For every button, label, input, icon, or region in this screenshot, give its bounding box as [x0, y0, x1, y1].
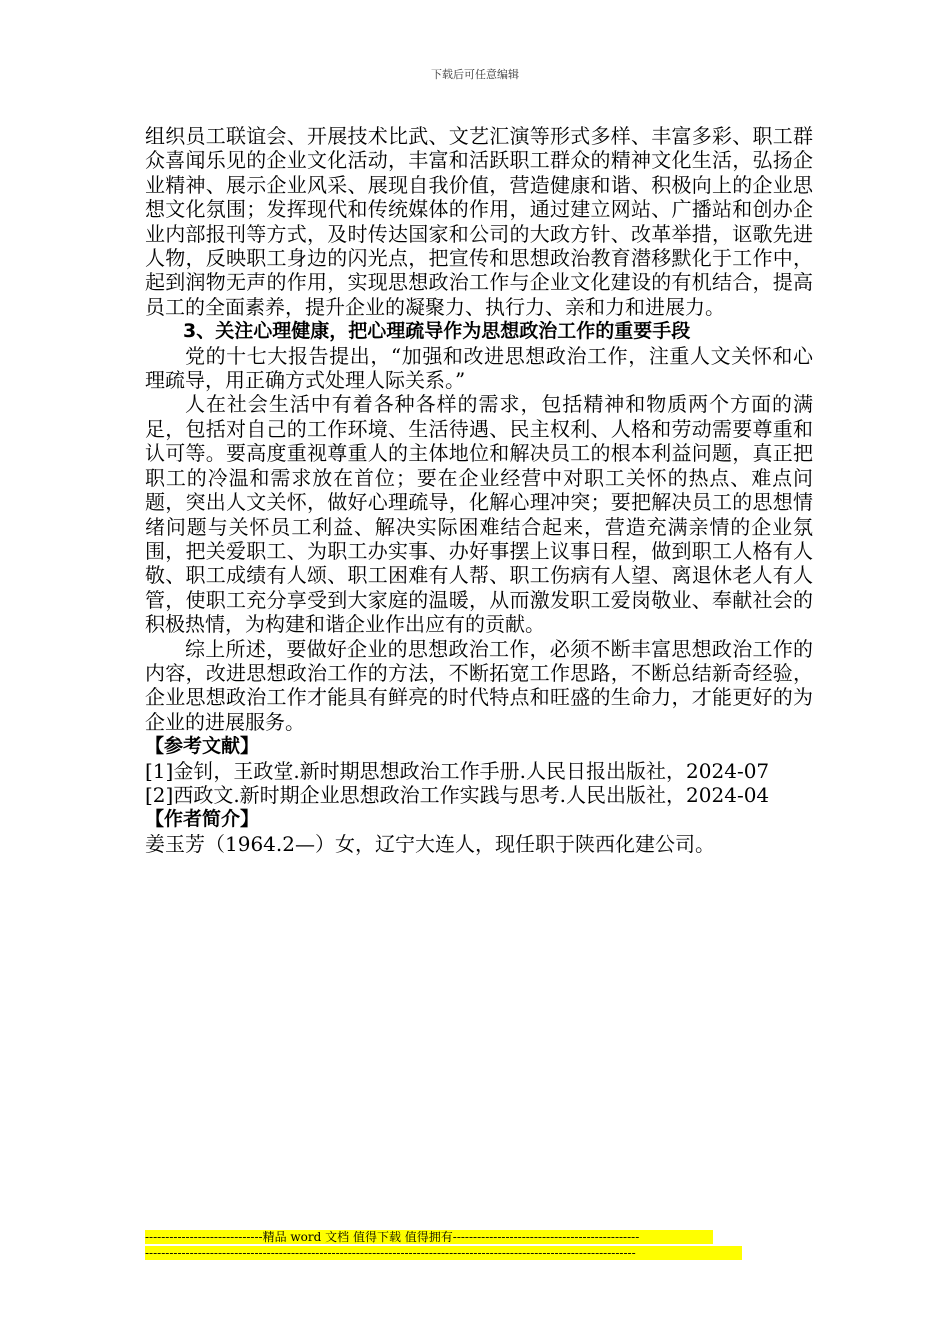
- page-header-note: 下载后可任意编辑: [431, 68, 519, 81]
- author-heading: 【作者简介】: [145, 808, 260, 831]
- references-heading: 【参考文献】: [145, 735, 260, 758]
- reference-item-1: [1]金钊，王政堂.新时期思想政治工作手册.人民日报出版社，2024-07: [145, 758, 770, 783]
- footer-watermark-line-2: -------------------------------------------------------------------------------------------------------------------------: [145, 1246, 742, 1260]
- document-body: [145, 124, 813, 856]
- footer-watermark-line-1: -----------------------------精品 word 文档 值得下载 值得拥有----------------------------------------------: [145, 1230, 713, 1244]
- paragraph-employee-needs: 人在社会生活中有着各种各样的需求，包括精神和物质两个方面的满足，包括对自己的工作环境、生活待遇、民主权利、人格和劳动需要尊重和认可等。要高度重视尊重人的主体地位和解决员工的根本利益问题，真正把职工的冷温和需求放在首位；要在企业经营中对职工关怀的热点、难点问题，突出人文关怀，做好心理疏导，化解心理冲突；要把解决员工的思想情绪问题与关怀员工利益、解决实际困难结合起来，营造充满亲情的企业氛围，把关爱职工、为职工办实事、办好事摆上议事日程，做到职工人格有人敬、职工成绩有人颂、职工困难有人帮、职工伤病有人望、离退休老人有人管，使职工充分享受到大家庭的温暖，从而激发职工爱岗敬业、奉献社会的积极热情，为构建和谐企业作出应有的贡献。: [145, 392, 813, 637]
- paragraph-conclusion: 综上所述，要做好企业的思想政治工作，必须不断丰富思想政治工作的内容，改进思想政治工作的方法，不断拓宽工作思路，不断总结新奇经验，企业思想政治工作才能具有鲜亮的时代特点和旺盛的生命力，才能更好的为企业的进展服务。: [145, 636, 813, 734]
- reference-item-2: [2]西政文.新时期企业思想政治工作实践与思考.人民出版社，2024-04: [145, 782, 770, 807]
- paragraph-party-report: 党的十七大报告提出，“加强和改进思想政治工作，注重人文关怀和心理疏导，用正确方式处理人际关系。”: [145, 343, 813, 393]
- author-bio: 姜玉芳（1964.2—）女，辽宁大连人，现任职于陕西化建公司。: [145, 831, 715, 856]
- paragraph-culture-activities: 组织员工联谊会、开展技术比武、文艺汇演等形式多样、丰富多彩、职工群众喜闻乐见的企业文化活动，丰富和活跃职工群众的精神文化生活，弘扬企业精神、展示企业风采、展现自我价值，营造健康和谐、积极向上的企业思想文化氛围；发挥现代和传统媒体的作用，通过建立网站、广播站和创办企业内部报刊等方式，及时传达国家和公司的大政方针、改革举措，讴歌先进人物，反映职工身边的闪光点，把宣传和思想政治教育潜移默化于工作中，起到润物无声的作用，实现思想政治工作与企业文化建设的有机结合，提高员工的全面素养，提升企业的凝聚力、执行力、亲和力和进展力。: [145, 124, 813, 319]
- section-heading-mental-health: 3、关注心理健康，把心理疏导作为思想政治工作的重要手段: [183, 320, 691, 343]
